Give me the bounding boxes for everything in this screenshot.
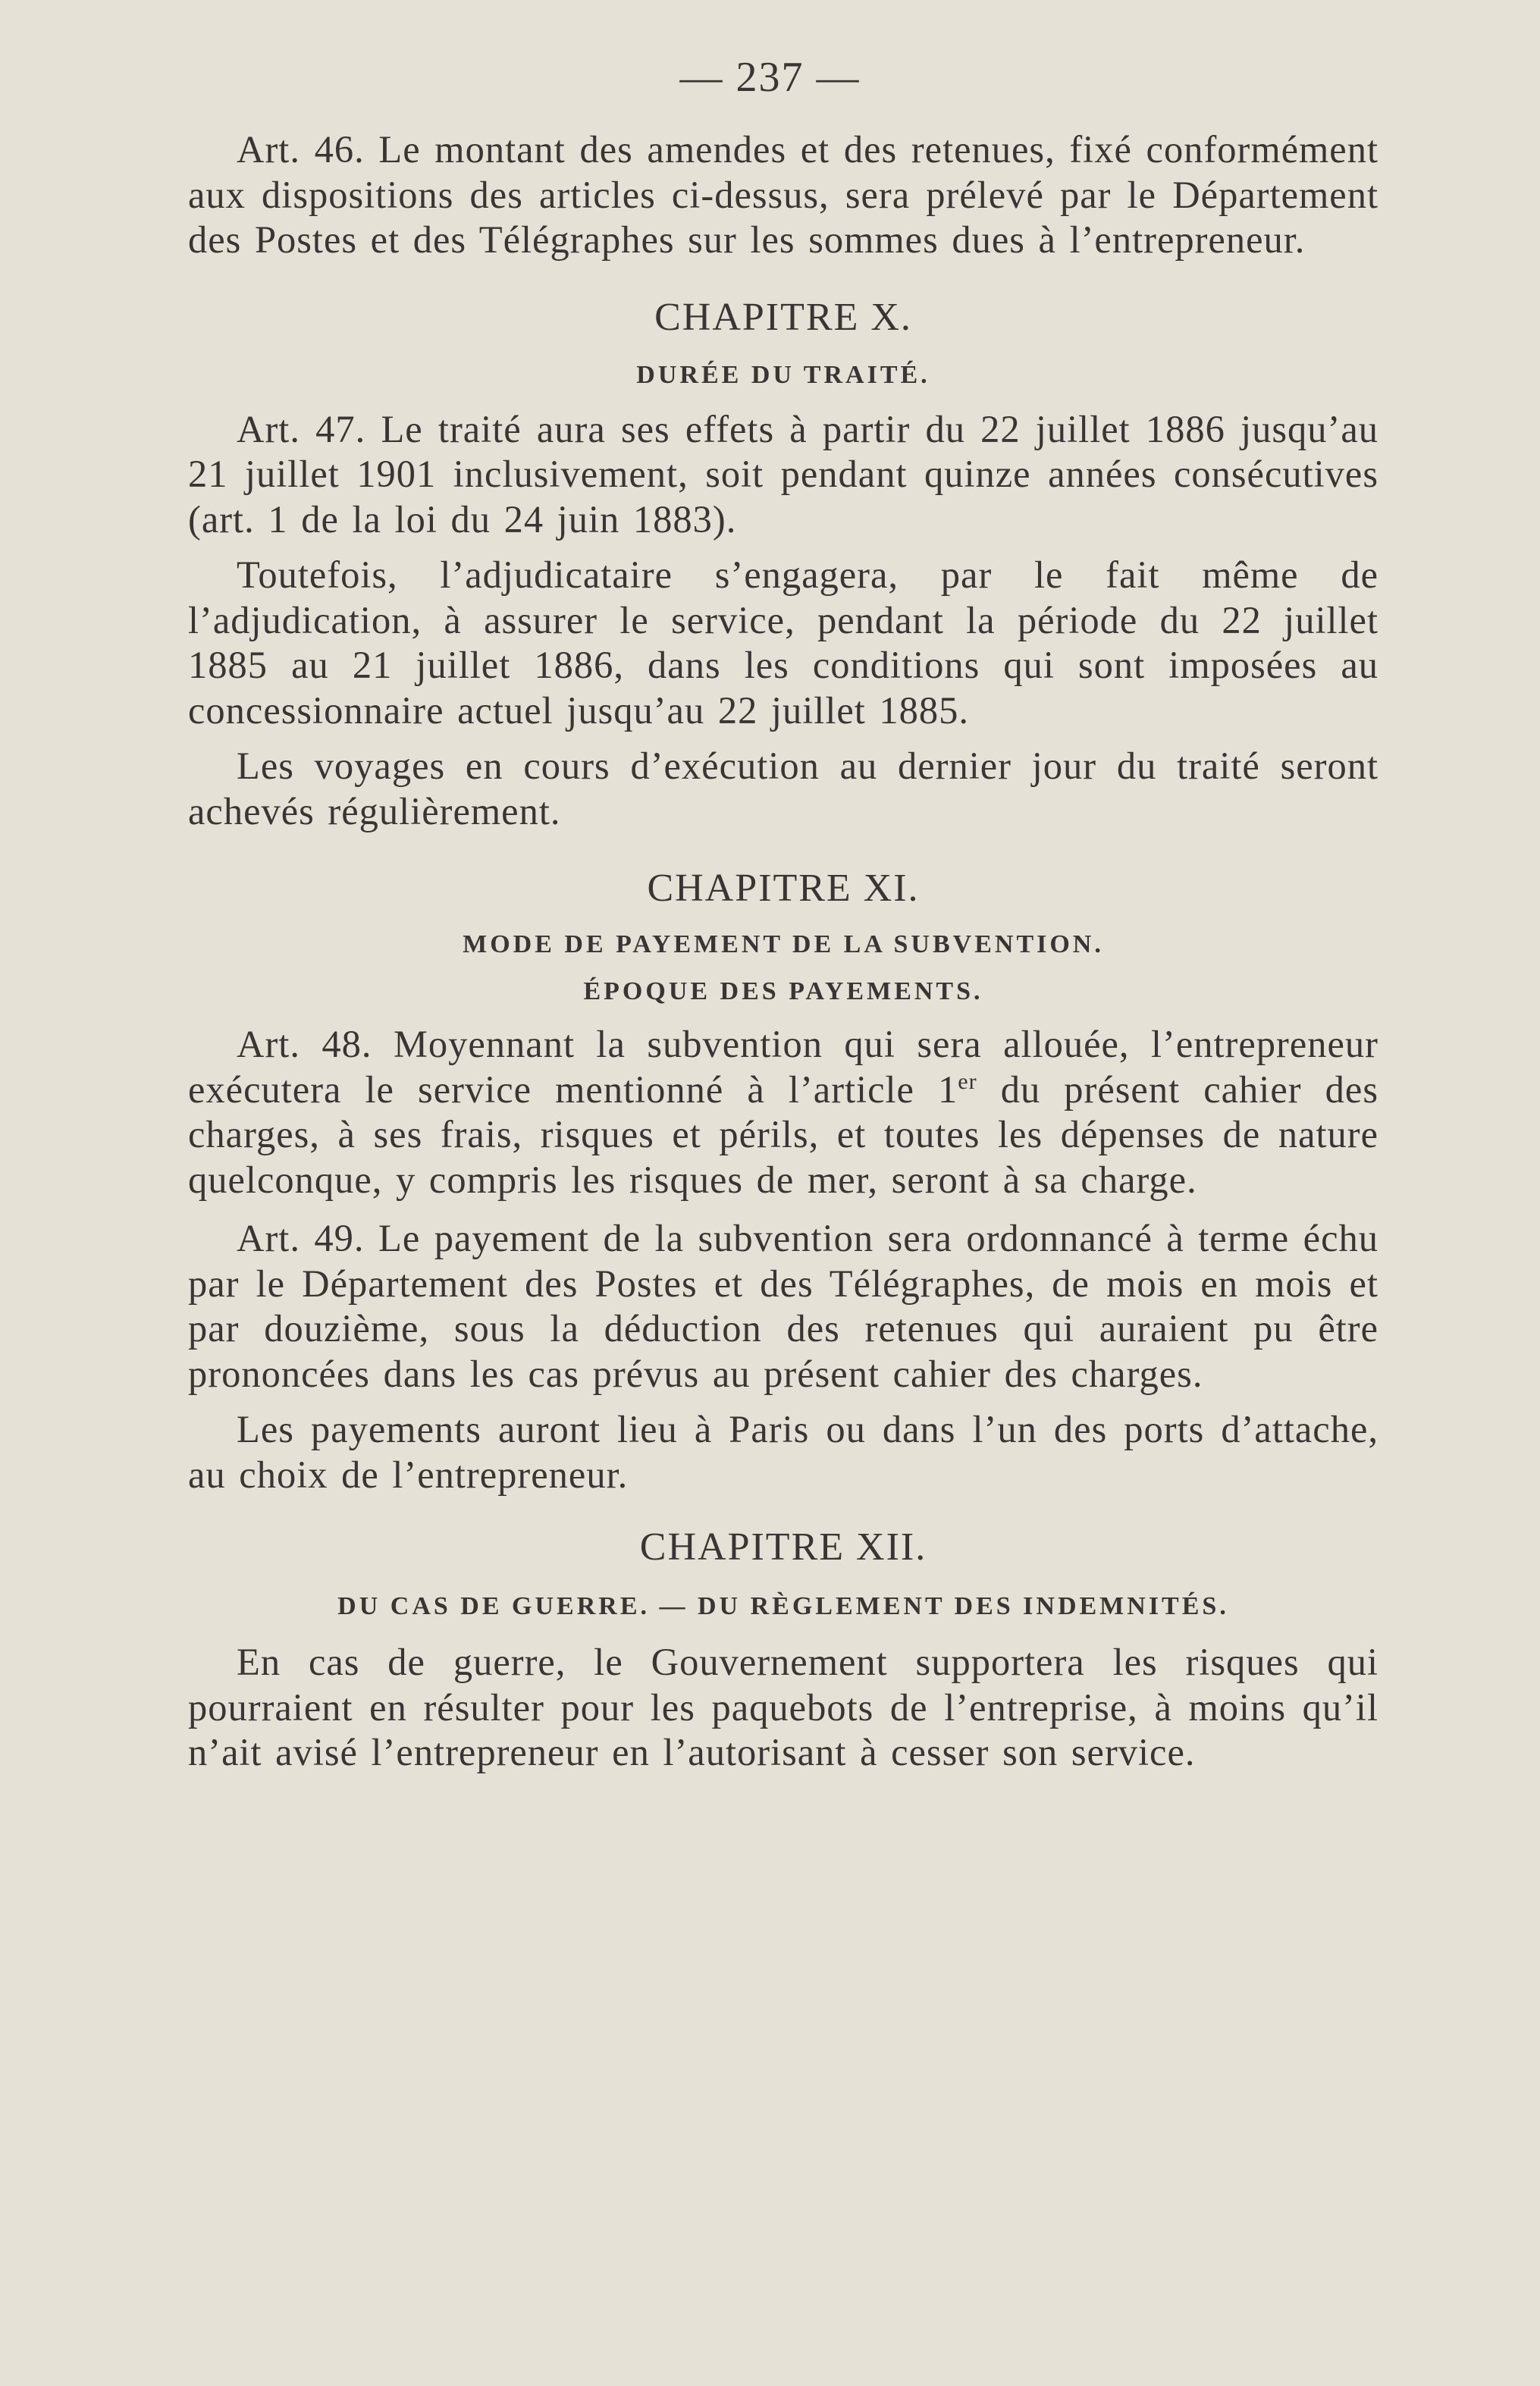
chapter-10-heading: CHAPITRE X.: [654, 295, 912, 339]
article-48-text-start: Art. 48. Moyennant la subvention qui sera allouée, l’entrepreneur exécutera le service mentionné à l’article 1: [188, 1023, 1378, 1111]
article-48-superscript: er: [958, 1068, 977, 1094]
text-column: [188, 127, 1378, 1776]
chapter-10-subheading: DURÉE DU TRAITÉ.: [636, 360, 930, 389]
article-47-voyages-paragraph: Les voyages en cours d’exécution au dernier jour du traité seront achevés régulièrement.: [188, 745, 1378, 832]
article-49-payements-paragraph: Les payements auront lieu à Paris ou dans l’un des ports d’attache, au choix de l’entrepreneur.: [188, 1408, 1378, 1496]
chapter-12-subheading: DU CAS DE GUERRE. — DU RÈGLEMENT DES INDEMNITÉS.: [337, 1592, 1229, 1620]
article-47-paragraph: Art. 47. Le traité aura ses effets à partir du 22 juillet 1886 jusqu’au 21 juillet 1901 inclusivement, soit pendant quinze années consécutives (art. 1 de la loi du 24 juin 1883).: [188, 407, 1378, 541]
article-47-toutefois-paragraph: Toutefois, l’adjudicataire s’engagera, par le fait même de l’adjudication, à assurer le service, pendant la période du 22 juillet 1885 au 21 juillet 1886, dans les conditions qui sont imposées au concessionnaire actuel jusqu’au 22 juillet 1885.: [188, 553, 1378, 732]
article-48-paragraph: [188, 1022, 1378, 1202]
chapter-11-heading: CHAPITRE XI.: [647, 867, 920, 910]
guerre-paragraph: En cas de guerre, le Gouvernement supportera les risques qui pourraient en résulter pour les paquebots de l’entreprise, à moins qu’il n’ait avisé l’entrepreneur en l’autorisant à cesser son service.: [188, 1641, 1378, 1773]
chapter-11-subheading-1: MODE DE PAYEMENT DE LA SUBVENTION.: [463, 930, 1104, 958]
chapter-12-heading: CHAPITRE XII.: [639, 1525, 927, 1569]
article-48-text-end: du présent cahier des charges, à ses frais, risques et périls, et toutes les dépenses de nature quelconque, y compris les risques de mer, seront à sa charge.: [188, 1068, 1378, 1201]
page-number: — 237 —: [679, 54, 861, 101]
article-49-paragraph: Art. 49. Le payement de la subvention sera ordonnancé à terme échu par le Département des Postes et des Télégraphes, de mois en mois et par douzième, sous la déduction des retenues qui auraient pu être prononcées dans les cas prévus au présent cahier des charges.: [188, 1217, 1378, 1395]
chapter-11-subheading-2: ÉPOQUE DES PAYEMENTS.: [583, 977, 983, 1005]
article-46-paragraph: Art. 46. Le montant des amendes et des retenues, fixé conformément aux dispositions des articles ci-dessus, sera prélevé par le Département des Postes et des Télégraphes sur les sommes dues à l’entrepreneur.: [188, 128, 1378, 261]
